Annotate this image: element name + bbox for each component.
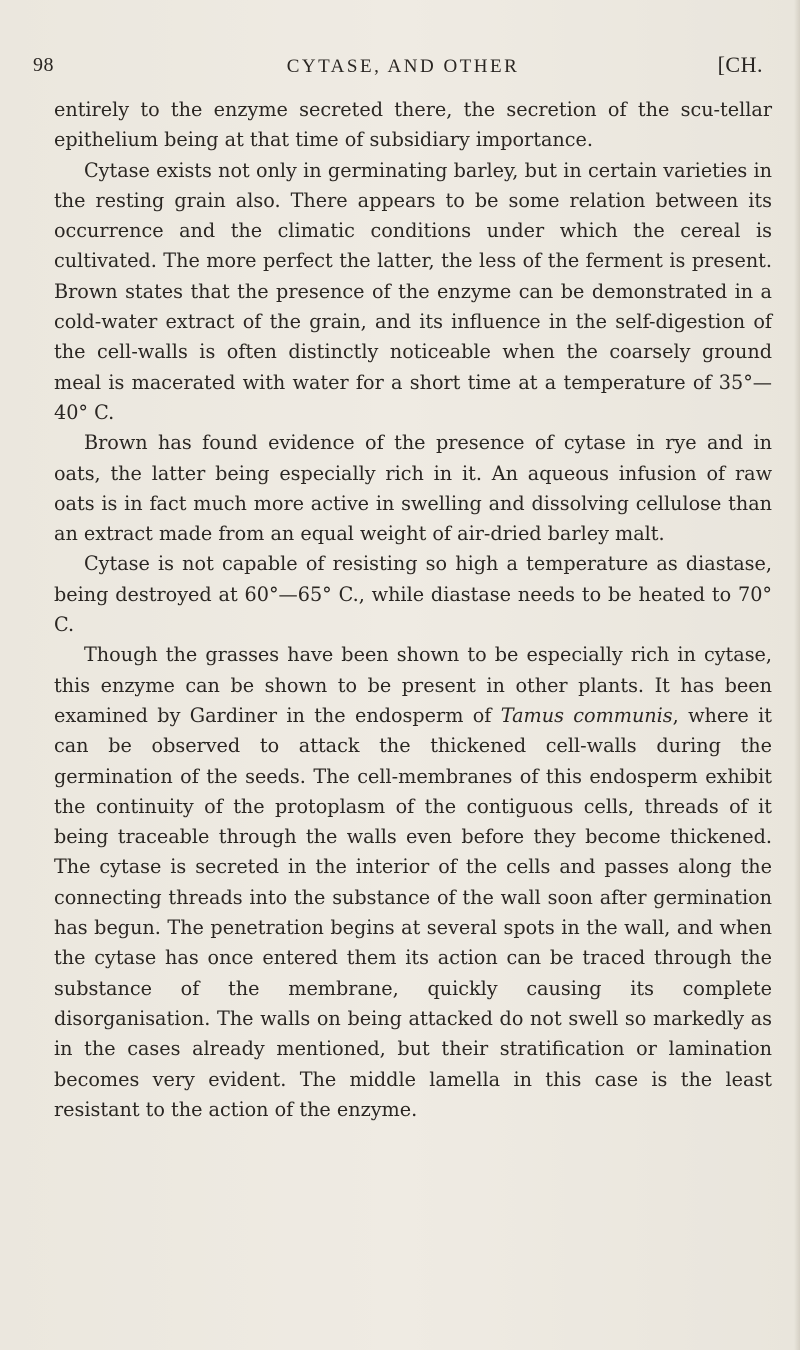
paragraph-tamus-communis — [54, 640, 772, 1125]
paragraph-temperature: Cytase is not capable of resisting so high a temperature as diastase, being destroyed at 60°—65° C., while diastase needs to be heated to 70° C. — [54, 552, 772, 637]
paragraph-cytase-in-barley: Cytase exists not only in germinating barley, but in certain varieties in the resting grain also. There appears to be some relation between its occurrence and the climatic conditions under which the cereal is cultivated. The more perfect the latter, the less of the ferment is present. Brown states that the presence of the enzyme can be demonstrated in a cold-water extract of the grain, and its influence in the self-digestion of the cell-walls is often distinctly noticeable when the coarsely ground meal is macerated with water for a short time at a temperature of 35°—40° C. — [54, 158, 772, 424]
page-edge-shadow — [794, 0, 800, 1350]
chapter-mark: [CH. — [717, 52, 763, 77]
paragraph-continued: entirely to the enzyme secreted there, the secretion of the scu-tellar epithelium being at that time of subsidiary importance. — [54, 98, 772, 152]
page-number: 98 — [33, 54, 54, 76]
running-header — [33, 50, 773, 84]
species-name: Tamus communis — [500, 703, 673, 727]
paragraph-text-before: Though the grasses have been shown to be especially rich in cytase, this enzyme can be shown to be present in other plants. It has been examined by Gardiner in the endosperm of — [54, 643, 772, 727]
running-title: CYTASE, AND OTHER — [286, 56, 520, 77]
body-text — [54, 95, 772, 1125]
paragraph-text-after: , where it can be observed to attack the thickened cell-walls during the germination of the seeds. The cell-membranes of this endosperm exhibit the continuity of the protoplasm of the contiguous cells, threads of it being traceable through the walls even before they become thickened. The cytase is secreted in the interior of the cells and passes along the connecting threads into the substance of the wall soon after germination has begun. The penetration begins at several spots in the wall, and when the cytase has once entered them its action can be traced through the substance of the membrane, quickly causing its complete disorganisation. The walls on being attacked do not swell so markedly as in the cases already mentioned, but their stratification or lamination becomes very evident. The middle lamella in this case is the least resistant to the action of the enzyme. — [54, 703, 772, 1121]
paragraph-rye-and-oats: Brown has found evidence of the presence of cytase in rye and in oats, the latter being especially rich in it. An aqueous infusion of raw oats is in fact much more active in swelling and dissolving cellulose than an extract made from an equal weight of air-dried barley malt. — [54, 431, 772, 546]
